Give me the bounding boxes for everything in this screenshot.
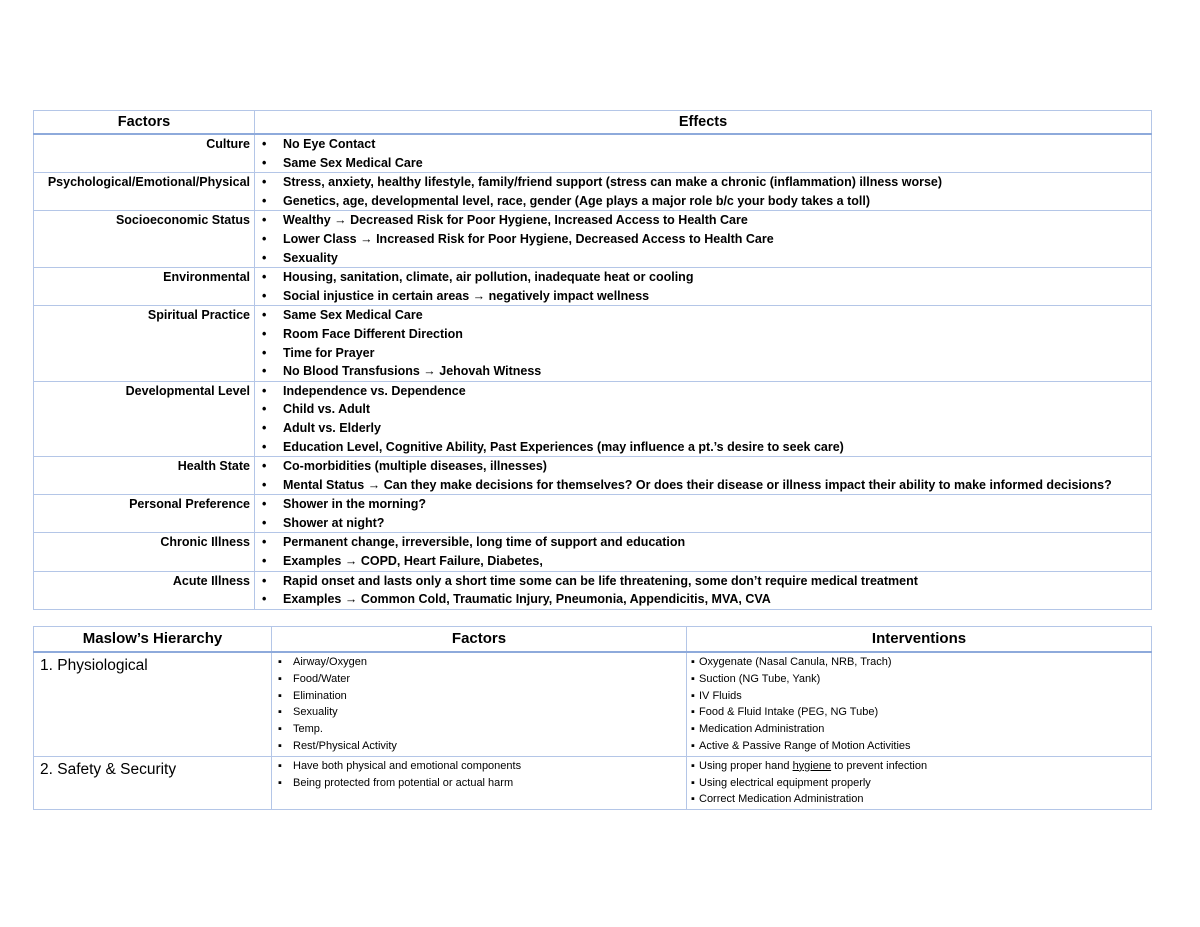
table-row [34,381,1152,456]
effects-cell [255,457,1152,495]
list-item: • No Eye Contact [259,135,1147,154]
list-item: • Same Sex Medical Care [259,306,1147,325]
list-item: ▪ Using proper hand hygiene to prevent infection [691,758,1147,775]
table-row [34,652,1152,756]
effects-list [259,211,1147,267]
factor-label: Chronic Illness [34,533,255,571]
list-item: ▪ Elimination [276,688,682,705]
factor-label: Socioeconomic Status [34,211,255,268]
header-interventions: Interventions [687,627,1152,653]
list-item: ▪ Correct Medication Administration [691,791,1147,808]
interventions-list [691,758,1147,808]
table-row [34,211,1152,268]
list-item: ▪ Medication Administration [691,721,1147,738]
effects-list [259,135,1147,172]
list-item: • Wealthy → Decreased Risk for Poor Hygiene, Increased Access to Health Care [259,211,1147,230]
list-item: ▪ IV Fluids [691,688,1147,705]
hierarchy-level: 2. Safety & Security [34,756,272,809]
hierarchy-level: 1. Physiological [34,652,272,756]
table-row [34,173,1152,211]
effects-list [259,268,1147,305]
maslow-hierarchy-table [33,626,1152,810]
interventions-list [691,654,1147,755]
factor-label: Psychological/Emotional/Physical [34,173,255,211]
list-item: • Independence vs. Dependence [259,382,1147,401]
list-item: ▪ Rest/Physical Activity [276,738,682,755]
list-item: • Rapid onset and lasts only a short time some can be life threatening, some don’t require medical treatment [259,572,1147,591]
table-row [34,571,1152,609]
table2-header-row [34,627,1152,653]
table1-header-row [34,111,1152,135]
effects-cell [255,268,1152,306]
effects-list [259,533,1147,570]
table1-body [34,134,1152,609]
table-row [34,268,1152,306]
factors-cell [272,756,687,809]
list-item: • Child vs. Adult [259,400,1147,419]
table-row [34,306,1152,381]
effects-cell [255,173,1152,211]
list-item: • Same Sex Medical Care [259,154,1147,173]
list-item: ▪ Airway/Oxygen [276,654,682,671]
factor-label: Acute Illness [34,571,255,609]
factors-list [276,654,682,755]
list-item: • Examples → COPD, Heart Failure, Diabetes, [259,552,1147,571]
table-row [34,457,1152,495]
interventions-cell [687,652,1152,756]
effects-cell [255,571,1152,609]
effects-list [259,306,1147,380]
list-item: • Time for Prayer [259,344,1147,363]
list-item: • Room Face Different Direction [259,325,1147,344]
list-item: • Lower Class → Increased Risk for Poor Hygiene, Decreased Access to Health Care [259,230,1147,249]
list-item: ▪ Suction (NG Tube, Yank) [691,671,1147,688]
list-item: • Genetics, age, developmental level, race, gender (Age plays a major role b/c your body takes a toll) [259,192,1147,211]
factors-list [276,758,682,792]
effects-list [259,173,1147,210]
list-item: • Examples → Common Cold, Traumatic Injury, Pneumonia, Appendicitis, MVA, CVA [259,590,1147,609]
list-item: ▪ Food/Water [276,671,682,688]
list-item: ▪ Food & Fluid Intake (PEG, NG Tube) [691,704,1147,721]
header-effects: Effects [255,111,1152,135]
list-item: • Housing, sanitation, climate, air pollution, inadequate heat or cooling [259,268,1147,287]
factor-label: Spiritual Practice [34,306,255,381]
list-item: ▪ Being protected from potential or actual harm [276,775,682,792]
factor-label: Health State [34,457,255,495]
list-item: • Social injustice in certain areas → negatively impact wellness [259,287,1147,306]
list-item: • Shower at night? [259,514,1147,533]
underlined-word: hygiene [792,759,832,772]
factor-label: Personal Preference [34,495,255,533]
factor-label: Developmental Level [34,381,255,456]
effects-list [259,457,1147,494]
list-item: • Education Level, Cognitive Ability, Past Experiences (may influence a pt.’s desire to seek care) [259,438,1147,457]
list-item: • No Blood Transfusions → Jehovah Witness [259,362,1147,381]
list-item: ▪ Using electrical equipment properly [691,775,1147,792]
list-item: • Permanent change, irreversible, long time of support and education [259,533,1147,552]
list-item: ▪ Oxygenate (Nasal Canula, NRB, Trach) [691,654,1147,671]
list-item: • Sexuality [259,249,1147,268]
header-maslow-hierarchy: Maslow’s Hierarchy [34,627,272,653]
list-item: • Co-morbidities (multiple diseases, illnesses) [259,457,1147,476]
factors-effects-table [33,110,1152,610]
effects-cell [255,533,1152,571]
effects-list [259,572,1147,609]
list-item: ▪ Active & Passive Range of Motion Activities [691,738,1147,755]
list-item: • Stress, anxiety, healthy lifestyle, family/friend support (stress can make a chronic (inflammation) illness worse) [259,173,1147,192]
header-factors: Factors [34,111,255,135]
table-row [34,533,1152,571]
list-item: ▪ Have both physical and emotional components [276,758,682,775]
interventions-cell [687,756,1152,809]
effects-cell [255,495,1152,533]
header-factors-2: Factors [272,627,687,653]
list-item: • Shower in the morning? [259,495,1147,514]
effects-list [259,382,1147,456]
list-item: • Adult vs. Elderly [259,419,1147,438]
factors-cell [272,652,687,756]
factor-label: Environmental [34,268,255,306]
table-row [34,756,1152,809]
list-item: ▪ Temp. [276,721,682,738]
effects-cell [255,306,1152,381]
effects-list [259,495,1147,532]
table2-body [34,652,1152,810]
table-row [34,495,1152,533]
list-item: • Mental Status → Can they make decisions for themselves? Or does their disease or illness impact their ability to make informed decisions? [259,476,1147,495]
list-item: ▪ Sexuality [276,704,682,721]
effects-cell [255,381,1152,456]
factor-label: Culture [34,134,255,173]
effects-cell [255,134,1152,173]
table-row [34,134,1152,173]
effects-cell [255,211,1152,268]
